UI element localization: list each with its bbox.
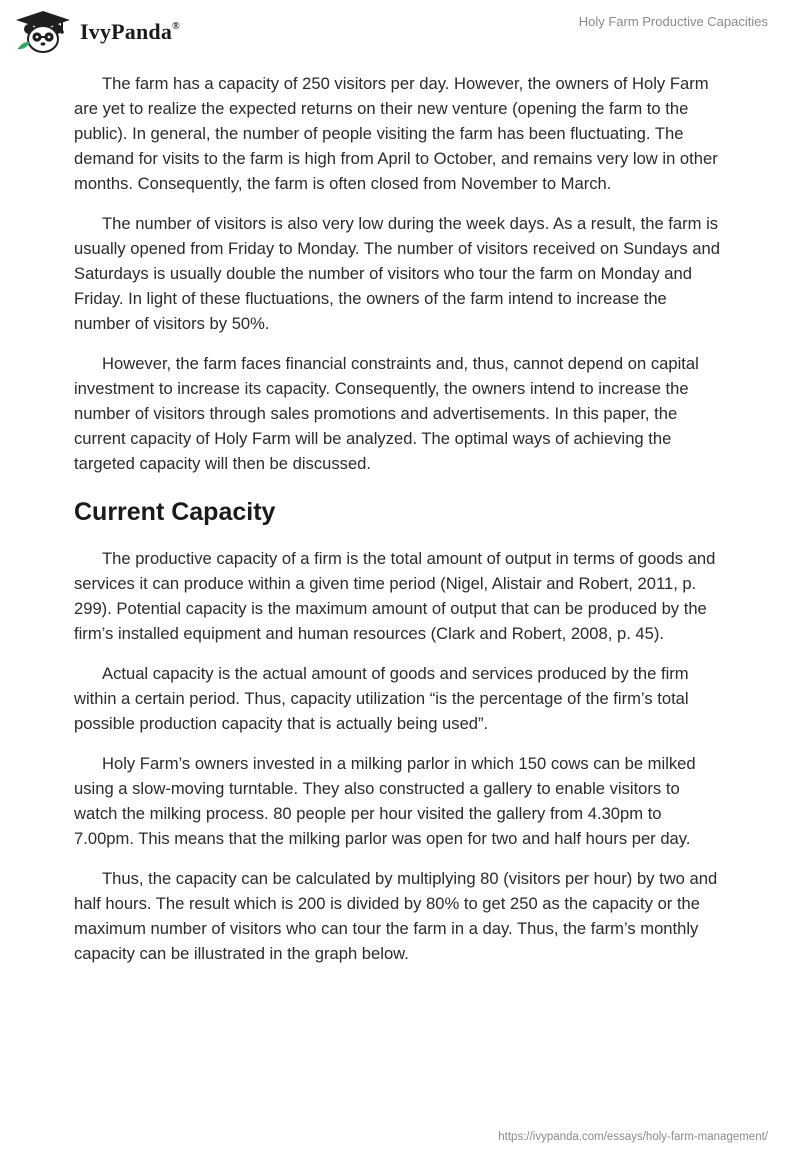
paragraph: Holy Farm’s owners invested in a milking parlor in which 150 cows can be milked using a slow-moving turntable. They also constructed a gallery to enable visitors to watch the milking process. 80 people per hour visited the gallery from 4.30pm to 7.00pm. This means that the milking parlor was open for two and half hours per day.: [74, 754, 696, 848]
source-url[interactable]: https://ivypanda.com/essays/holy-farm-management/: [498, 1131, 768, 1143]
paragraph: The number of visitors is also very low during the week days. As a result, the farm is usually opened from Friday to Monday. The number of visitors received on Sundays and Saturdays is usually double the number of visitors who tour the farm on Monday and Friday. In light of these fluctuations, the owners of the farm intend to increase the number of visitors by 50%.: [74, 214, 720, 333]
paragraph: Thus, the capacity can be calculated by multiplying 80 (visitors per hour) by two and half hours. The result which is 200 is divided by 80% to get 250 as the capacity or the maximum number of visitors who can tour the farm in a day. Thus, the farm’s monthly capacity can be illustrated in the graph below.: [74, 869, 718, 963]
paragraph: The farm has a capacity of 250 visitors per day. However, the owners of Holy Farm are yet to realize the expected returns on their new venture (opening the farm to the public). In general, the number of people visiting the farm has been fluctuating. The demand for visits to the farm is high from April to October, and remains very low in other months. Consequently, the farm is often closed from November to March.: [74, 74, 718, 193]
essay-content: [74, 71, 726, 981]
page-header: [0, 0, 800, 60]
brand-name: IvyPanda®: [80, 19, 180, 44]
registered-mark: ®: [172, 20, 180, 32]
paragraph: Actual capacity is the actual amount of goods and services produced by the firm within a certain period. Thus, capacity utilization “is the percentage of the firm’s total possible production capacity that is actually being used”.: [74, 664, 689, 733]
panda-logo-icon: [14, 9, 72, 55]
document-title: Holy Farm Productive Capacities: [578, 14, 768, 29]
section-heading: Current Capacity: [74, 498, 276, 526]
ivypanda-logo[interactable]: [14, 9, 180, 55]
paragraph: However, the farm faces financial constraints and, thus, cannot depend on capital investment to increase its capacity. Consequently, the owners intend to increase the number of visitors through sales promotions and advertisements. In this paper, the current capacity of Holy Farm will be analyzed. The optimal ways of achieving the targeted capacity will then be discussed.: [74, 354, 699, 473]
paragraph: The productive capacity of a firm is the total amount of output in terms of goods and services it can produce within a given time period (Nigel, Alistair and Robert, 2011, p. 299). Potential capacity is the maximum amount of output that can be produced by the firm’s installed equipment and human resources (Clark and Robert, 2008, p. 45).: [74, 549, 716, 643]
